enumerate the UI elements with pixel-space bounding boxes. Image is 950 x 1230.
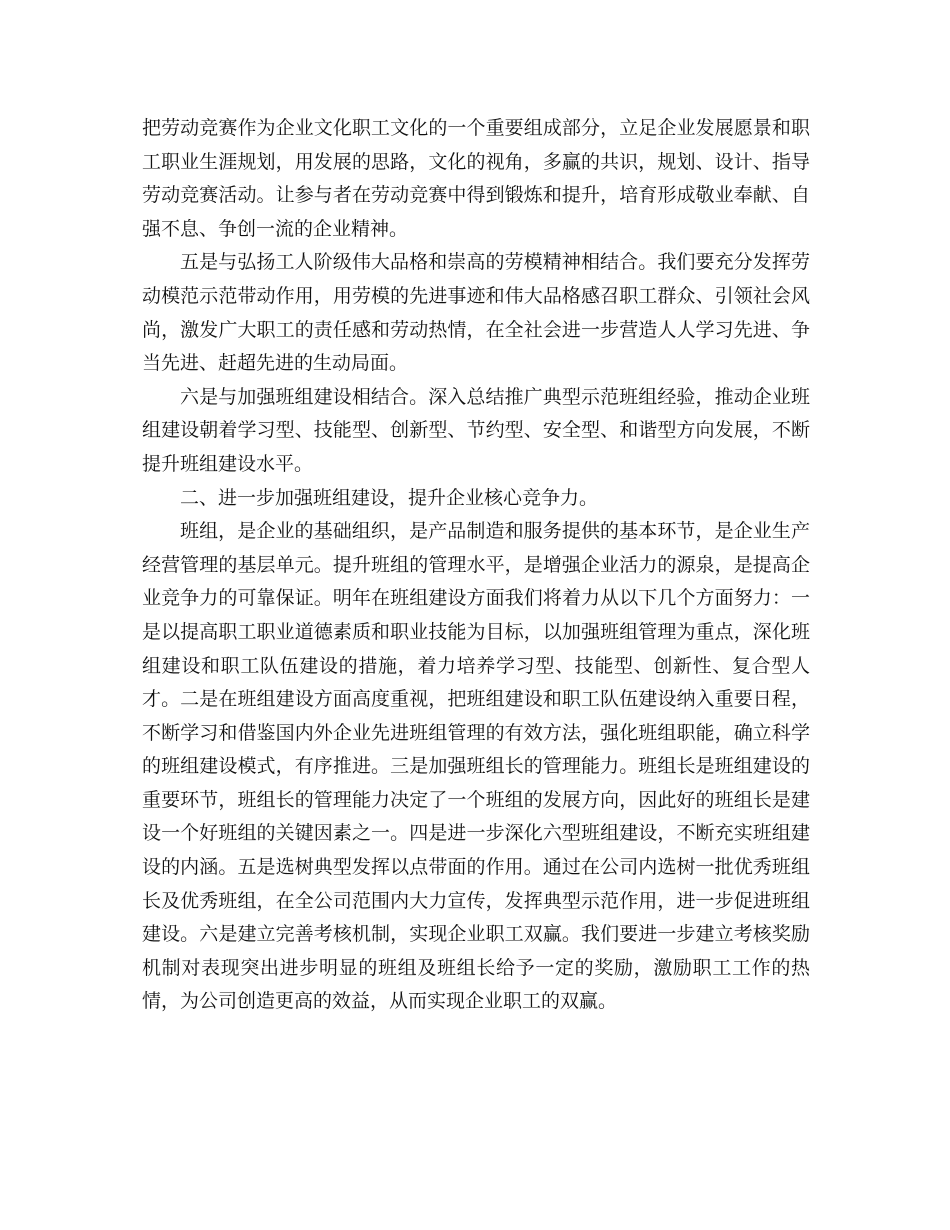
paragraph-team-measures: 班组，是企业的基础组织，是产品制造和服务提供的基本环节，是企业生产经营管理的基层单元。提升班组的管理水平，是增强企业活力的源泉，是提高企业竞争力的可靠保证。明年在班组建设方面我们将着力从以下几个方面努力：一是以提高职工职业道德素质和职业技能为目标，以加强班组管理为重点，深化班组建设和职工队伍建设的措施，着力培养学习型、技能型、创新性、复合型人才。二是在班组建设方面高度重视，把班组建设和职工队伍建设纳入重要日程，不断学习和借鉴国内外企业先进班组管理的有效方法，强化班组职能，确立科学的班组建设模式，有序推进。三是加强班组长的管理能力。班组长是班组建设的重要环节，班组长的管理能力决定了一个班组的发展方向，因此好的班组长是建设一个好班组的关键因素之一。四是进一步深化六型班组建设，不断充实班组建设的内涵。五是选树典型发挥以点带面的作用。通过在公司内选树一批优秀班组长及优秀班组，在全公司范围内大力宣传，发挥典型示范作用，进一步促进班组建设。六是建立完善考核机制，实现企业职工双赢。我们要进一步建立考核奖励机制对表现突出进步明显的班组及班组长给予一定的奖励，激励职工工作的热情，为公司创造更高的效益，从而实现企业职工的双赢。 bbox=[142, 520, 810, 1013]
document-body bbox=[142, 112, 810, 1019]
paragraph-continuation: 把劳动竞赛作为企业文化职工文化的一个重要组成部分，立足企业发展愿景和职工职业生涯规划，用发展的思路，文化的视角，多赢的共识，规划、设计、指导劳动竞赛活动。让参与者在劳动竞赛中得到锻炼和提升，培育形成敬业奉献、自强不息、争创一流的企业精神。 bbox=[142, 117, 810, 240]
paragraph-model-workers: 五是与弘扬工人阶级伟大品格和崇高的劳模精神相结合。我们要充分发挥劳动模范示范带动作用，用劳模的先进事迹和伟大品格感召职工群众、引领社会风尚，激发广大职工的责任感和劳动热情，在全社会进一步营造人人学习先进、争当先进、赶超先进的生动局面。 bbox=[142, 251, 810, 375]
section-heading: 二、进一步加强班组建设，提升企业核心竞争力。 bbox=[180, 486, 599, 509]
paragraph-team-building: 六是与加强班组建设相结合。深入总结推广典型示范班组经验，推动企业班组建设朝着学习型、技能型、创新型、节约型、安全型、和谐型方向发展，不断提升班组建设水平。 bbox=[142, 385, 810, 475]
